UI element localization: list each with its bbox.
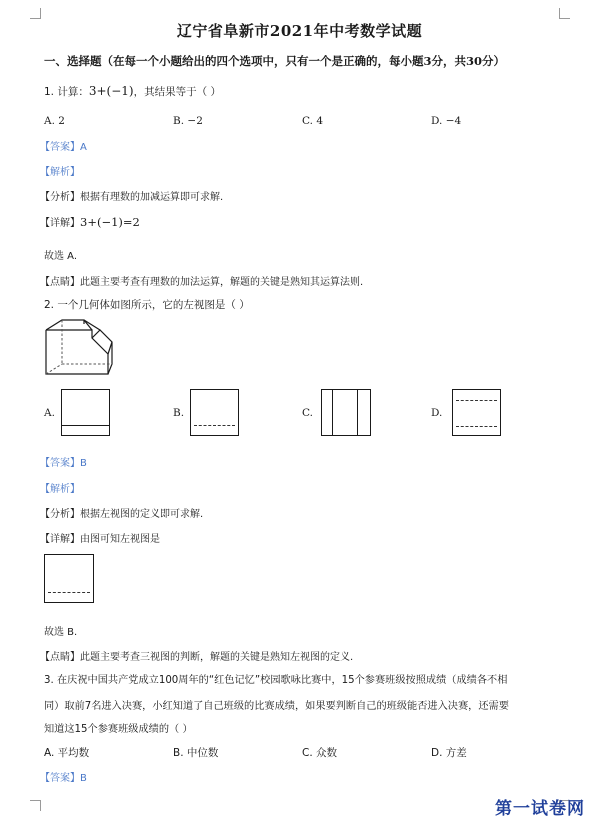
q1-analysis-tag: 【解析】 <box>40 167 80 178</box>
figure-hidden-edge-d <box>46 364 62 374</box>
figure-front-face <box>46 330 108 374</box>
q3-answer: 【答案】B <box>40 773 87 784</box>
q2-option-b-dashed-line <box>194 425 235 426</box>
q1-conclusion: 故选 A. <box>44 251 78 262</box>
q3-option-a: A. 平均数 <box>44 747 90 759</box>
q3-option-b: B. 中位数 <box>173 747 219 759</box>
q2-option-d-figure <box>452 389 501 436</box>
q2-option-b-figure <box>190 389 239 436</box>
q3-option-c: C. 众数 <box>302 747 338 759</box>
q3-stem-line-2: 同）取前7名进入决赛，小红知道了自己班级的比赛成绩，如果要判断自己的班级能否进入决赛，还需要 <box>44 701 509 712</box>
q1-stem-suffix: ，其结果等于（ ） <box>133 86 221 98</box>
q1-answer <box>40 138 87 153</box>
q2-dianjing: 【点睛】此题主要考查三视图的判断，解题的关键是熟知左视图的定义. <box>40 652 354 663</box>
q2-option-c-line-left <box>332 390 333 435</box>
q2-solution-dashed-line <box>48 592 90 593</box>
q2-option-a-solid-line <box>62 425 109 426</box>
q3-stem-line-3: 知道这15个参赛班级成绩的（ ） <box>44 724 193 735</box>
q3-option-d: D. 方差 <box>431 747 467 759</box>
q1-xiangjie <box>40 214 140 229</box>
site-watermark: 第一试卷网 <box>495 799 585 819</box>
q2-option-c-figure <box>321 389 371 436</box>
q1-answer-text: 【答案】A <box>40 142 87 153</box>
q2-option-d-dashed-line-top <box>456 400 497 401</box>
crop-mark-bottom-left <box>30 800 41 811</box>
q2-solution-figure <box>44 554 94 603</box>
q2-option-d-dashed-line-bottom <box>456 426 497 427</box>
q2-option-d-label: D. <box>431 407 443 419</box>
q2-option-c-line-right <box>357 390 358 435</box>
q2-stem: 2. 一个几何体如图所示，它的左视图是（ ） <box>44 299 250 311</box>
q2-fenxi: 【分析】根据左视图的定义即可求解. <box>40 509 204 520</box>
q2-option-a-label: A. <box>44 407 55 419</box>
q2-xiangjie: 【详解】由图可知左视图是 <box>40 534 160 545</box>
crop-mark-top-left <box>30 8 41 19</box>
section-heading: 一、选择题（在每一个小题给出的四个选项中，只有一个是正确的，每小题3分，共30分） <box>44 54 506 68</box>
crop-mark-top-right <box>559 8 570 19</box>
figure-top-back <box>46 320 92 330</box>
document-title: 辽宁省阜新市2021年中考数学试题 <box>176 22 423 40</box>
q1-stem-prefix: 1. 计算： <box>44 86 89 98</box>
q2-option-b-label: B. <box>173 407 185 419</box>
q1-option-c: C. 4 <box>302 115 324 127</box>
q1-xiangjie-label: 【详解】 <box>40 218 80 229</box>
q1-fenxi: 【分析】根据有理数的加减运算即可求解. <box>40 192 224 203</box>
q1-stem-math: 3+(−1) <box>88 84 134 98</box>
q1-option-a: A. 2 <box>44 115 65 127</box>
q1-option-b: B. −2 <box>173 115 203 127</box>
q2-conclusion: 故选 B. <box>44 627 78 638</box>
q2-answer: 【答案】B <box>40 458 87 469</box>
q2-option-a-figure <box>61 389 110 436</box>
q1-option-d: D. −4 <box>431 115 462 127</box>
q3-stem-line-1: 3. 在庆祝中国共产党成立100周年的“红色记忆”校园歌咏比赛中，15个参赛班级按照成绩（成绩各不相 <box>44 675 508 686</box>
q2-solid-figure <box>44 318 116 378</box>
q1-dianjing: 【点睛】此题主要考查有理数的加法运算，解题的关键是熟知其运算法则. <box>40 277 364 288</box>
q1-stem <box>44 84 221 99</box>
q2-option-c-label: C. <box>302 407 313 419</box>
q1-xiangjie-math: 3+(−1)=2 <box>80 215 140 229</box>
q2-analysis-tag: 【解析】 <box>40 484 80 495</box>
